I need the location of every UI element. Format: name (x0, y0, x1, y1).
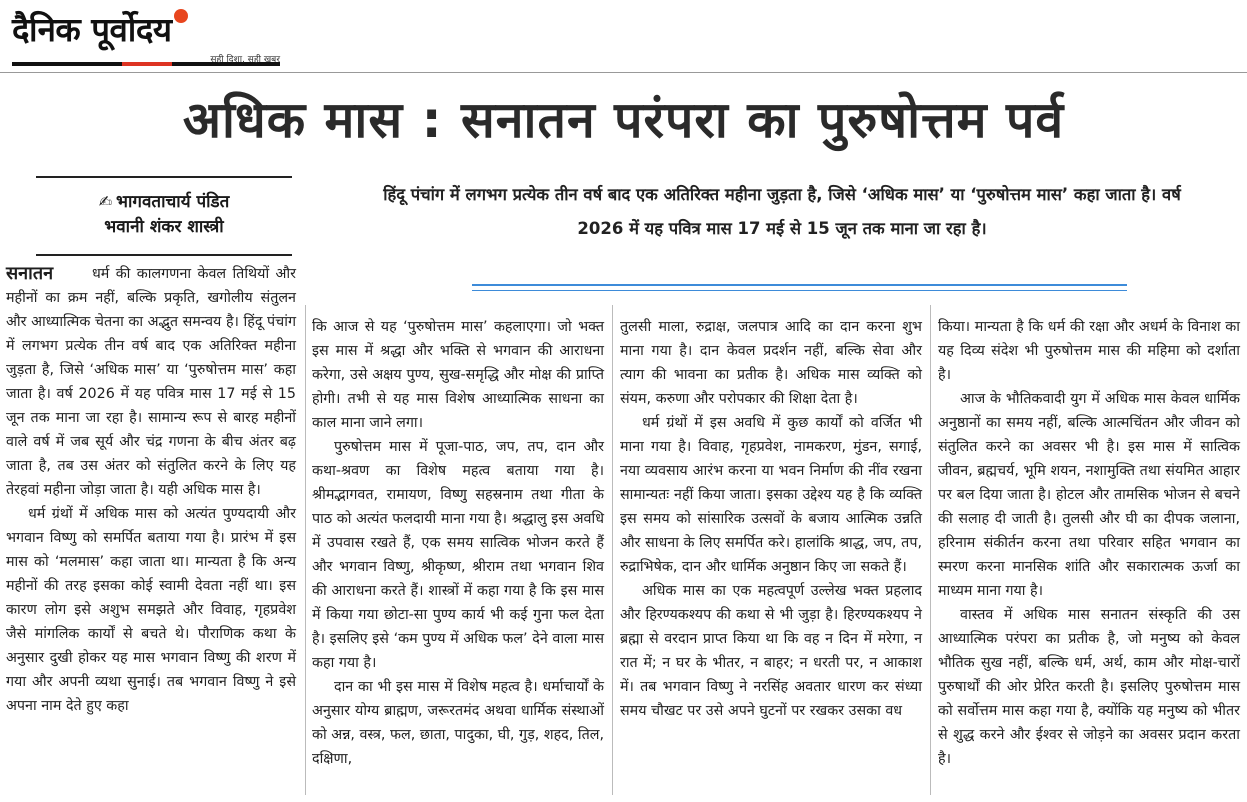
paragraph: कि आज से यह ‘पुरुषोत्तम मास’ कहलाएगा। जो भक्त इस मास में श्रद्धा और भक्ति से भगवान की आराधना करेगा, उसे अक्षय पुण्य, सुख-समृद्धि और मोक्ष की प्राप्ति होगी। तभी से यह मास विशेष आध्यात्मिक साधना का काल माना जाने लगा। (312, 319, 604, 431)
paragraph: आज के भौतिकवादी युग में अधिक मास केवल धार्मिक अनुष्ठानों का समय नहीं, बल्कि आत्मचिंतन और जीवन को संतुलित करने का अवसर भी है। इस मास में सात्विक जीवन, ब्रह्मचर्य, भूमि शयन, नशामुक्ति तथा संयमित आहार पर बल दिया जाता है। होटल और तामसिक भोजन से बचने की सलाह दी जाती है। तुलसी और घी का दीपक जलाना, हरिनाम संकीर्तन करना तथा परिवार सहित भगवान का स्मरण करना मानसिक शांति और सकारात्मक ऊर्जा का माध्यम माना गया है। (938, 391, 1240, 599)
intro-rule (472, 284, 1127, 286)
paragraph: दान का भी इस मास में विशेष महत्व है। धर्माचार्यों के अनुसार योग्य ब्राह्मण, जरूरतमंद अथवा धार्मिक संस्थाओं को अन्न, वस्त्र, फल, छाता, पादुका, घी, गुड़, शहद, तिल, दक्षिणा, (312, 679, 604, 767)
paragraph: वास्तव में अधिक मास सनातन संस्कृति की उस आध्यात्मिक परंपरा का प्रतीक है, जो मनुष्य को केवल भौतिक सुख नहीं, बल्कि धर्म, अर्थ, काम और मोक्ष-चारों पुरुषार्थों की ओर प्रेरित करती है। इसलिए पुरुषोत्तम मास को सर्वोत्तम मास कहा गया है, क्योंकि यह मनुष्य को भीतर से शुद्ध करने और ईश्वर से जोड़ने का अवसर प्रदान करता है। (938, 607, 1240, 767)
column-divider (930, 305, 931, 795)
paragraph: सनातन धर्म की कालगणना केवल तिथियों और महीनों का क्रम नहीं, बल्कि प्रकृति, खगोलीय संतुलन और आध्यात्मिक चेतना का अद्भुत समन्वय है। हिंदू पंचांग में लगभग प्रत्येक तीन वर्ष बाद एक अतिरिक्त महीना जुड़ता है, जिसे ‘अधिक मास’ या ‘पुरुषोत्तम मास’ कहा जाता है। वर्ष 2026 में यह पवित्र मास 17 मई से 15 जून तक माना जा रहा है। सामान्य रूप से बारह महीनों वाले वर्ष में जब सूर्य और चंद्र गणना के बीच अंतर बढ़ जाता है, तब उस अंतर को संतुलित करने के लिए यह तेरहवां महीना जोड़ा जाता है। यही अधिक मास है। (6, 263, 296, 498)
headline: अधिक मास : सनातन परंपरा का पुरुषोत्तम पर्व (182, 91, 1065, 149)
column-3 (620, 315, 922, 723)
paragraph: पुरुषोत्तम मास में पूजा-पाठ, जप, तप, दान और कथा-श्रवण का विशेष महत्व बताया गया है। श्रीमद्भागवत, रामायण, विष्णु सहस्रनाम तथा गीता के पाठ को अत्यंत फलदायी माना गया है। श्रद्धालु इस अवधि में उपवास रखते हैं, एक समय सात्विक भोजन करते हैं और भगवान विष्णु, श्रीकृष्ण, श्रीराम तथा भगवान शिव की आराधना करते हैं। शास्त्रों में कहा गया है कि इस मास में किया गया छोटा-सा पुण्य कार्य भी कई गुना फल देता है। इसलिए इसे ‘कम पुण्य में अधिक फल’ देने वाला मास कहा गया है। (312, 439, 604, 671)
logo-text: दैनिक पूर्वोदय (12, 10, 172, 49)
intro-blurb: हिंदू पंचांग में लगभग प्रत्येक तीन वर्ष बाद एक अतिरिक्त महीना जुड़ता है, जिसे ‘अधिक मास’ या ‘पुरुषोत्तम मास’ कहा जाता है। वर्ष 2026 में यह पवित्र मास 17 मई से 15 जून तक माना जा रहा है। (383, 185, 1181, 238)
column-divider (612, 305, 613, 795)
column-2 (312, 315, 604, 771)
column-1 (6, 262, 296, 718)
column-divider (305, 305, 306, 795)
column-4 (938, 315, 1240, 771)
byline-line1: भागवताचार्य पंडित (116, 192, 230, 212)
paragraph: धर्म ग्रंथों में इस अवधि में कुछ कार्यों को वर्जित भी माना गया है। विवाह, गृहप्रवेश, नामकरण, मुंडन, सगाई, नया व्यवसाय आरंभ करना या भवन निर्माण की नींव रखना सामान्यतः नहीं किया जाता। इसका उद्देश्य यह है कि व्यक्ति इस समय को सांसारिक उत्सवों के बजाय आत्मिक उन्नति और साधना के लिए समर्पित करे। हालांकि श्राद्ध, जप, तप, रुद्राभिषेक, दान और धार्मिक अनुष्ठान किए जा सकते हैं। (620, 415, 922, 575)
paragraph: धर्म ग्रंथों में अधिक मास को अत्यंत पुण्यदायी और भगवान विष्णु को समर्पित बताया गया है। प्रारंभ में इस मास को ‘मलमास’ कहा जाता था। मान्यता है कि अन्य महीनों की तरह इसका कोई स्वामी देवता नहीं था। इस कारण लोग इसे अशुभ समझते और विवाह, गृहप्रवेश जैसे मांगलिक कार्यों से बचते थे। पौराणिक कथा के अनुसार दुखी होकर यह मास भगवान विष्णु की शरण में गया और अपनी व्यथा सुनाई। तब भगवान विष्णु ने इसे अपना नाम देते हुए कहा (6, 506, 296, 714)
paragraph: तुलसी माला, रुद्राक्ष, जलपात्र आदि का दान करना शुभ माना गया है। दान केवल प्रदर्शन नहीं, बल्कि सेवा और त्याग की भावना का प्रतीक है। अधिक मास व्यक्ति को संयम, करुणा और परोपकार की शिक्षा देता है। (620, 319, 922, 407)
byline-line2: भवानी शंकर शास्त्री (104, 217, 224, 237)
newspaper-logo (12, 8, 288, 52)
intro-rule-thin (472, 290, 1127, 291)
masthead (12, 8, 288, 72)
top-divider (0, 72, 1247, 73)
paragraph: किया। मान्यता है कि धर्म की रक्षा और अधर्म के विनाश का यह दिव्य संदेश भी पुरुषोत्तम मास की महिमा को दर्शाता है। (938, 319, 1240, 383)
byline (36, 176, 292, 256)
drop-word: सनातन (6, 263, 54, 284)
logo-dot-icon (174, 9, 188, 23)
tagline: सही दिशा, सही खबर (210, 55, 280, 65)
pen-icon: ✍ (98, 192, 113, 211)
paragraph: अधिक मास का एक महत्वपूर्ण उल्लेख भक्त प्रहलाद और हिरण्यकश्यप की कथा से भी जुड़ा है। हिरण्यकश्यप ने ब्रह्मा से वरदान प्राप्त किया था कि वह न दिन में मरेगा, न रात में; न घर के भीतर, न बाहर; न धरती पर, न आकाश में। तब भगवान विष्णु ने नरसिंह अवतार धारण कर संध्या समय चौखट पर उसे अपने घुटनों पर रखकर उसका वध (620, 583, 922, 719)
